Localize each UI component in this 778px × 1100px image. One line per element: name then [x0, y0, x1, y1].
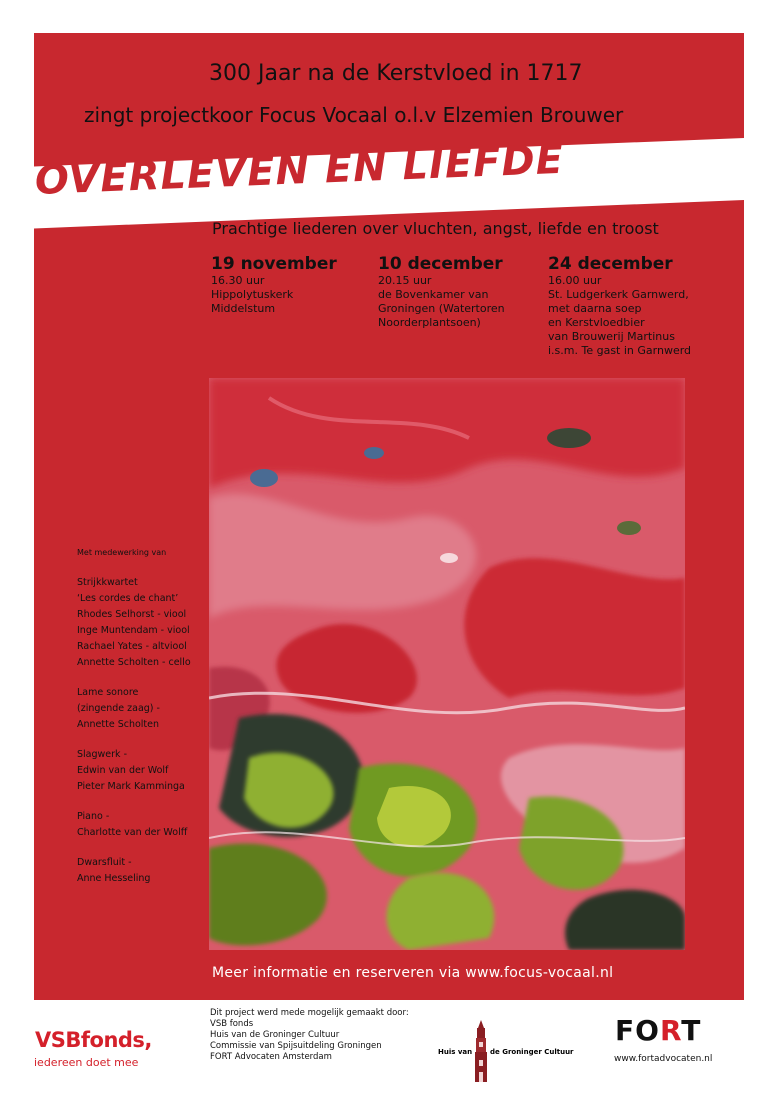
marbled-artwork-svg	[209, 378, 685, 950]
subtitle: Prachtige liederen over vluchten, angst, liefde en troost	[212, 219, 659, 238]
credit-line: Annette Scholten	[77, 719, 160, 730]
fort-logo-text: T	[681, 1014, 702, 1047]
credit-line: Inge Muntendam - viool	[77, 625, 190, 636]
footer	[0, 1000, 778, 1100]
main-title: OVERLEVEN EN LIEFDE	[34, 136, 565, 204]
concert-note: en Kerstvloedbier	[548, 316, 645, 329]
huis-logo	[438, 1022, 574, 1088]
sponsor-item: FORT Advocaten Amsterdam	[210, 1052, 332, 1062]
header-line-2: zingt projectkoor Focus Vocaal o.l.v Elzemien Brouwer	[84, 103, 624, 127]
vsb-tagline: iedereen doet mee	[34, 1056, 139, 1069]
sponsor-intro: Dit project werd mede mogelijk gemaakt door:	[210, 1008, 409, 1018]
credit-line: ‘Les cordes de chant’	[77, 593, 179, 604]
fort-logo	[615, 1014, 701, 1047]
credit-line: Dwarsfluit -	[77, 857, 132, 868]
credit-line: Anne Hesseling	[77, 873, 151, 884]
concert-date: 10 december	[378, 254, 503, 274]
poster	[34, 33, 744, 1000]
credits	[77, 545, 191, 887]
concert-time: 20.15 uur	[378, 274, 432, 287]
concert-note: i.s.m. Te gast in Garnwerd	[548, 344, 692, 357]
credit-line: (zingende zaag) -	[77, 703, 160, 714]
sponsor-list	[210, 1008, 409, 1063]
concert-date: 24 december	[548, 254, 673, 274]
concert-note: van Brouwerij Martinus	[548, 330, 675, 343]
concert-venue: Noorderplantsoen)	[378, 316, 481, 329]
concert-venue: Groningen (Watertoren	[378, 302, 505, 315]
credit-line: Rhodes Selhorst - viool	[77, 609, 187, 620]
concert-2	[378, 254, 505, 330]
credit-line: Rachael Yates - altviool	[77, 641, 187, 652]
credit-line: Charlotte van der Wolff	[77, 827, 188, 838]
credits-heading: Met medewerking van	[77, 548, 167, 557]
credit-line: Slagwerk -	[77, 749, 127, 760]
concert-venue: de Bovenkamer van	[378, 288, 489, 301]
huis-logo-label-a: Huis van	[438, 1048, 473, 1056]
concert-1	[211, 254, 337, 316]
concert-note: met daarna soep	[548, 302, 642, 315]
info-line: Meer informatie en reserveren via www.focus-vocaal.nl	[212, 965, 614, 981]
fort-url: www.fortadvocaten.nl	[614, 1054, 713, 1064]
credit-line: Edwin van der Wolf	[77, 765, 169, 776]
sponsor-item: Commissie van Spijsuitdeling Groningen	[210, 1041, 382, 1051]
huis-logo-label-b: de Groninger Cultuur	[490, 1048, 574, 1056]
concert-time: 16.00 uur	[548, 274, 602, 287]
sponsor-item: Huis van de Groninger Cultuur	[210, 1030, 340, 1040]
marbled-artwork	[209, 378, 685, 950]
credit-line: Annette Scholten - cello	[77, 657, 191, 668]
fort-logo-text: FO	[615, 1014, 660, 1047]
concert-time: 16.30 uur	[211, 274, 265, 287]
tower-icon	[471, 1020, 491, 1084]
concert-date: 19 november	[211, 254, 337, 274]
credit-line: Piano -	[77, 811, 110, 822]
header-line-1: 300 Jaar na de Kerstvloed in 1717	[209, 61, 583, 86]
credit-line: Lame sonore	[77, 687, 139, 698]
concert-venue: St. Ludgerkerk Garnwerd,	[548, 288, 689, 301]
concert-venue: Hippolytuskerk	[211, 288, 294, 301]
vsb-logo: VSBfonds,	[35, 1028, 152, 1052]
fort-logo-accent: R	[659, 1014, 682, 1047]
concert-venue: Middelstum	[211, 302, 276, 315]
credit-line: Pieter Mark Kamminga	[77, 781, 185, 792]
concert-3	[548, 254, 691, 358]
credit-line: Strijkkwartet	[77, 577, 138, 588]
sponsor-item: VSB fonds	[210, 1019, 254, 1029]
